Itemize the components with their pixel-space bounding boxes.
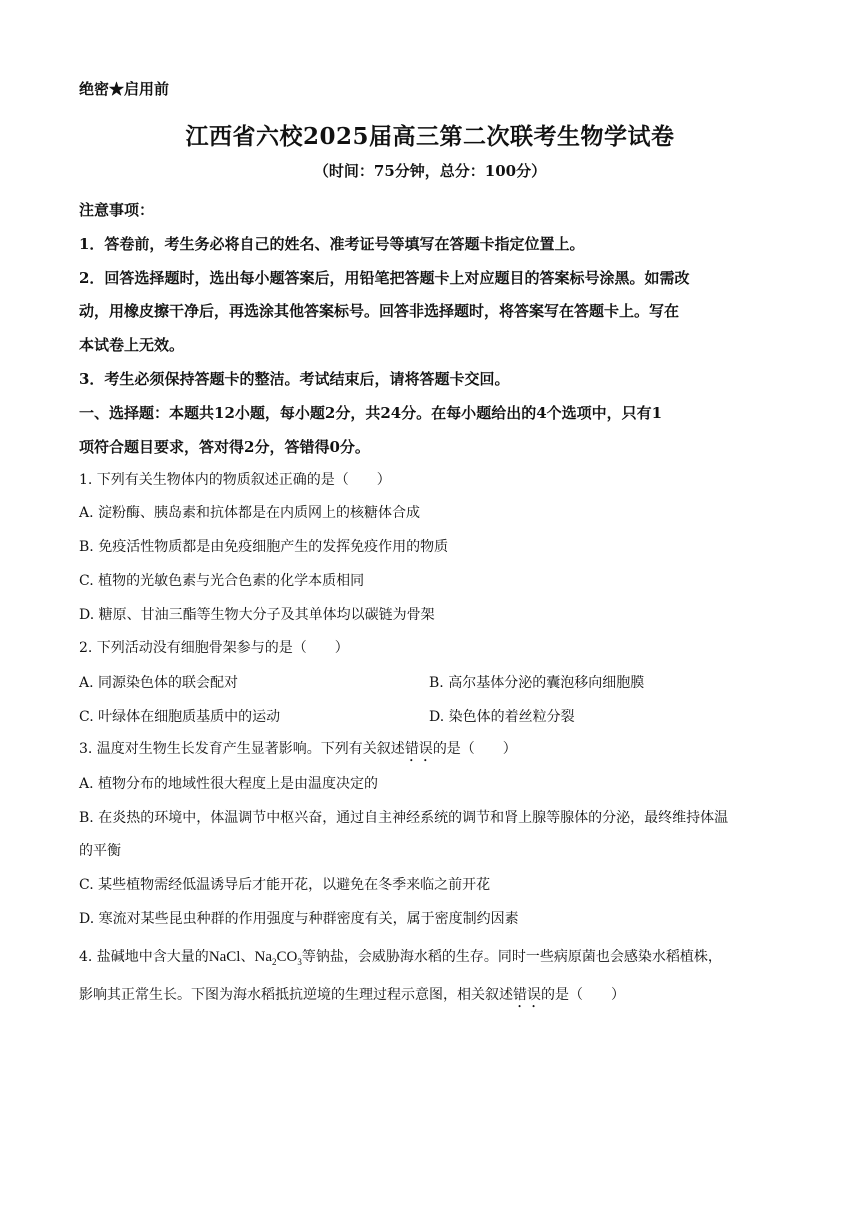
question-4-emphasis: 错误 <box>513 987 541 1003</box>
question-4-text-start: 4. 盐碱地中含大量的 <box>79 949 209 965</box>
notes-heading: 注意事项： <box>79 201 155 219</box>
question-1-option-d: D. 糖原、甘油三酯等生物大分子及其单体均以碳链为骨架 <box>79 607 435 623</box>
notes-item-2-line-1: 2．回答选择题时，选出每小题答案后，用铅笔把答题卡上对应题目的答案标号涂黑。如需改 <box>79 269 690 287</box>
question-3-option-d: D. 寒流对某些昆虫种群的作用强度与种群密度有关，属于密度制约因素 <box>79 911 519 927</box>
question-4-stem-line-1 <box>79 946 722 967</box>
confidential-label: 绝密★启用前 <box>79 80 170 98</box>
question-2-option-c: C. 叶绿体在细胞质基质中的运动 <box>79 709 281 725</box>
question-4-stem-line-2 <box>79 984 625 1011</box>
na2co3-formula: $Na_2CO_3$ <box>254 949 302 967</box>
question-4-line-2-text: 影响其正常生长。下图为海水稻抵抗逆境的生理过程示意图，相关叙述 <box>79 987 513 1003</box>
question-3-option-b-line-2: 的平衡 <box>79 843 121 859</box>
question-4-separator: 、 <box>240 949 255 965</box>
question-1-option-c: C. 植物的光敏色素与光合色素的化学本质相同 <box>79 573 365 589</box>
notes-item-1: 1．答卷前，考生务必将自己的姓名、准考证号等填写在答题卡指定位置上。 <box>79 235 585 253</box>
question-3-stem-text: 3. 温度对生物生长发育产生显著影响。下列有关叙述 <box>79 741 405 757</box>
question-4-text-end: 等钠盐，会威胁海水稻的生存。同时一些病原菌也会感染水稻植株， <box>301 949 722 965</box>
question-1-option-a: A. 淀粉酶、胰岛素和抗体都是在内质网上的核糖体合成 <box>79 505 421 521</box>
question-3-option-c: C. 某些植物需经低温诱导后才能开花，以避免在冬季来临之前开花 <box>79 877 491 893</box>
notes-item-2-line-3: 本试卷上无效。 <box>79 336 185 354</box>
question-2-stem: 2. 下列活动没有细胞骨架参与的是（ ） <box>79 640 349 656</box>
notes-item-2-line-2: 动，用橡皮擦干净后，再选涂其他答案标号。回答非选择题时，将答案写在答题卡上。写在 <box>79 302 680 320</box>
question-3-option-a: A. 植物分布的地域性很大程度上是由温度决定的 <box>79 776 379 792</box>
question-2-option-b: B. 高尔基体分泌的囊泡移向细胞膜 <box>429 675 645 691</box>
question-3-stem <box>79 738 517 765</box>
section-1-heading-line-2: 项符合题目要求，答对得2分，答错得0分。 <box>79 438 370 456</box>
question-1-stem: 1. 下列有关生物体内的物质叙述正确的是（ ） <box>79 472 391 488</box>
question-1-option-b: B. 免疫活性物质都是由免疫细胞产生的发挥免疫作用的物质 <box>79 539 449 555</box>
question-3-option-b-line-1: B. 在炎热的环境中，体温调节中枢兴奋，通过自主神经系统的调节和肾上腺等腺体的分泌，最终维持体温 <box>79 810 729 826</box>
question-2-option-a: A. 同源染色体的联会配对 <box>79 675 239 691</box>
question-3-emphasis: 错误 <box>404 741 433 757</box>
exam-title: 江西省六校2025届高三第二次联考生物学试卷 <box>185 123 675 150</box>
question-2-option-d: D. 染色体的着丝粒分裂 <box>429 709 575 725</box>
notes-item-3: 3．考生必须保持答题卡的整洁。考试结束后，请将答题卡交回。 <box>79 370 510 388</box>
section-1-heading-line-1: 一、选择题：本题共12小题，每小题2分，共24分。在每小题给出的4个选项中，只有1 <box>79 404 663 422</box>
question-4-line-2-end: 的是（ ） <box>541 987 625 1003</box>
nacl-formula: NaCl <box>208 949 241 965</box>
exam-subtitle: （时间：75分钟，总分：100分） <box>313 162 547 180</box>
question-3-stem-end: 的是（ ） <box>432 741 517 757</box>
